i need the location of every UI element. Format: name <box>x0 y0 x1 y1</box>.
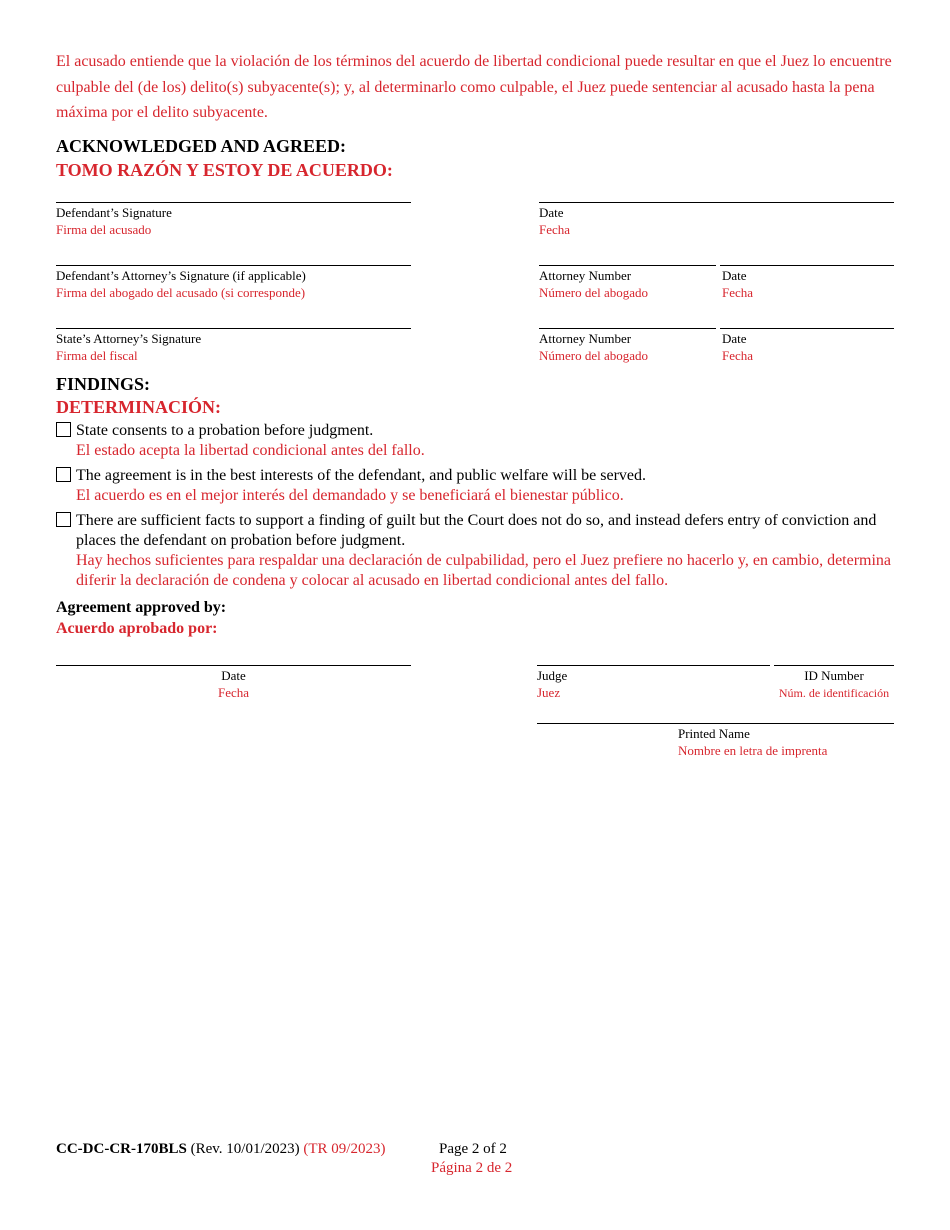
page-number: Page 2 of 2 <box>439 1141 507 1157</box>
id-number-line[interactable] <box>774 665 894 666</box>
form-id: CC-DC-CR-170BLS <box>56 1141 187 1157</box>
approval-heading: Agreement approved by: <box>56 599 227 616</box>
approval-date-label: Date Fecha <box>217 668 250 700</box>
state-attorney-date-label: Date Fecha <box>722 331 754 363</box>
attorney-number-line[interactable] <box>539 265 716 266</box>
findings-heading-es: DETERMINACIÓN: <box>56 397 222 417</box>
finding-2-checkbox[interactable] <box>56 467 71 482</box>
attorney-date-line[interactable] <box>720 265 894 266</box>
state-attorney-number-label: Attorney Number Número del abogado <box>539 331 649 363</box>
id-number-label: ID Number Núm. de identificación <box>778 668 890 700</box>
finding-3: There are sufficient facts to support a finding of guilt but the Court does not do so, and instead defers entry of conviction and places the defendant on probation before judgment. Hay hechos suficientes para respaldar una declaración de culpabilidad, pero el Juez prefiere no hacerlo y, en cambio, determina diferir la declaración de condena y colocar al acusado en libertad condicional antes del fallo. <box>76 512 892 589</box>
state-attorney-signature-label: State’s Attorney’s Signature Firma del fiscal <box>56 331 202 363</box>
finding-1-checkbox[interactable] <box>56 422 71 437</box>
approval-heading-es: Acuerdo aprobado por: <box>56 620 218 637</box>
state-attorney-number-line[interactable] <box>539 328 716 329</box>
attorney-signature-line[interactable] <box>56 265 411 266</box>
attorney-signature-label: Defendant’s Attorney’s Signature (if applicable) Firma del abogado del acusado (si corresponde) <box>56 268 306 300</box>
footer-form-id <box>56 1140 385 1159</box>
acknowledged-heading: ACKNOWLEDGED AND AGREED: <box>56 136 347 156</box>
form-revision: (Rev. 10/01/2023) <box>190 1141 300 1157</box>
printed-name-line[interactable] <box>537 723 894 724</box>
defendant-date-line[interactable] <box>539 202 894 203</box>
finding-2: The agreement is in the best interests of the defendant, and public welfare will be served. El acuerdo es en el mejor interés del demandado y se beneficiará el bienestar público. <box>76 467 647 504</box>
defendant-signature-line[interactable] <box>56 202 411 203</box>
attorney-number-label: Attorney Number Número del abogado <box>539 268 649 300</box>
finding-1: State consents to a probation before judgment. El estado acepta la libertad condicional antes del fallo. <box>76 422 425 459</box>
finding-3-checkbox[interactable] <box>56 512 71 527</box>
approval-date-line[interactable] <box>56 665 411 666</box>
state-attorney-signature-line[interactable] <box>56 328 411 329</box>
findings-heading: FINDINGS: <box>56 374 151 394</box>
defendant-date-label: Date Fecha <box>539 205 571 237</box>
state-attorney-date-line[interactable] <box>720 328 894 329</box>
judge-label: Judge Juez <box>537 668 568 700</box>
translation-revision: (TR 09/2023) <box>303 1141 386 1157</box>
defendant-signature-label: Defendant’s Signature Firma del acusado <box>56 205 172 237</box>
judge-line[interactable] <box>537 665 770 666</box>
intro-paragraph: El acusado entiende que la violación de los términos del acuerdo de libertad condicional puede resultar en que el Juez lo encuentre culpable del (de los) delito(s) subyacente(s); y, al determinarlo como culpable, el Juez puede sentenciar al acusado hasta la pena máxima por el delito subyacente. <box>56 53 892 121</box>
acknowledged-heading-es: TOMO RAZÓN Y ESTOY DE ACUERDO: <box>56 160 393 180</box>
page-number-es: Página 2 de 2 <box>431 1160 513 1176</box>
printed-name-label: Printed Name Nombre en letra de imprenta <box>678 726 828 758</box>
attorney-date-label: Date Fecha <box>722 268 754 300</box>
